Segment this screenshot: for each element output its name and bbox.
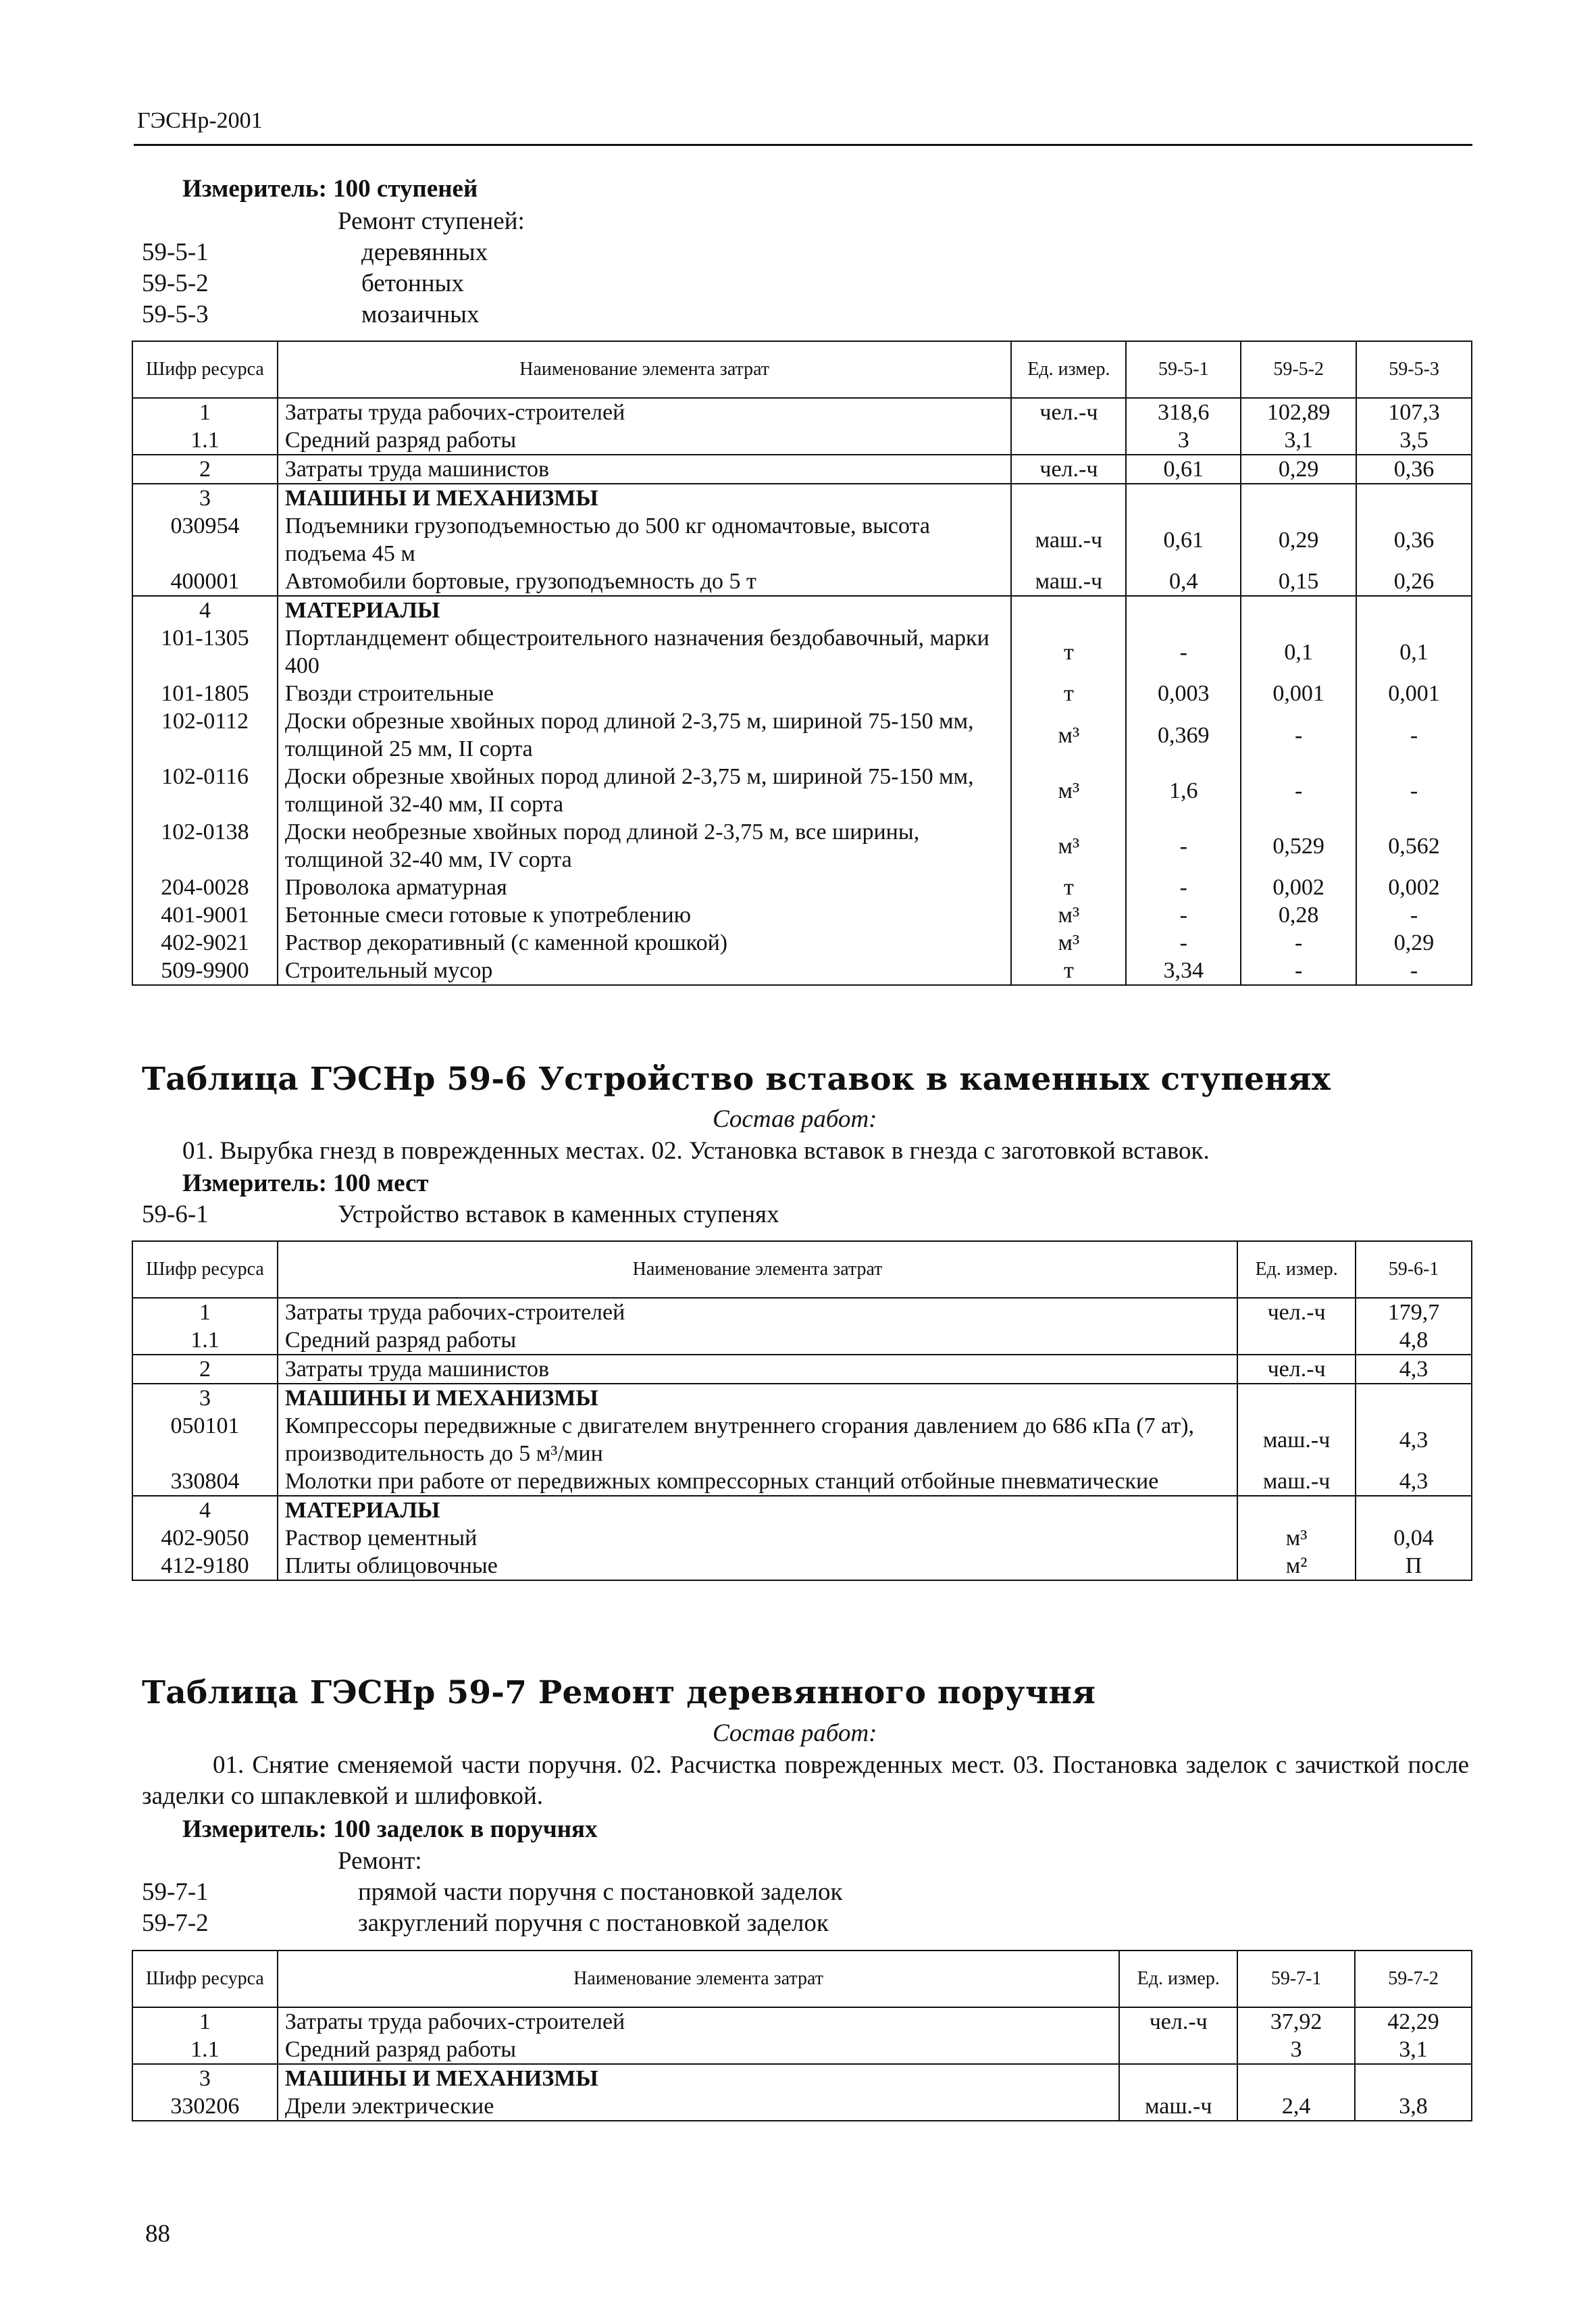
value-cell: 37,92 bbox=[1237, 2007, 1355, 2036]
resource-code-cell: 1.1 bbox=[132, 2036, 278, 2064]
section3-item-label: закруглений поручня с постановкой заделок bbox=[358, 1909, 829, 1937]
resource-code-cell: 330206 bbox=[132, 2092, 278, 2121]
table-row bbox=[132, 455, 1472, 484]
column-header: Шифр ресурса bbox=[132, 1951, 278, 2007]
value-cell: 4,3 bbox=[1356, 1467, 1472, 1496]
value-cell: - bbox=[1126, 624, 1241, 680]
value-cell: 4,3 bbox=[1356, 1355, 1472, 1384]
value-cell: 0,29 bbox=[1241, 455, 1356, 484]
value-cell: 0,61 bbox=[1126, 512, 1241, 568]
value-cell: - bbox=[1126, 929, 1241, 957]
table-row bbox=[132, 1412, 1472, 1467]
unit-cell: маш.-ч bbox=[1237, 1412, 1356, 1467]
value-cell: - bbox=[1241, 707, 1356, 763]
unit-cell: м³ bbox=[1011, 763, 1126, 818]
resource-code-cell: 4 bbox=[132, 596, 278, 624]
value-cell: 107,3 bbox=[1356, 398, 1472, 426]
resource-name-cell: Гвозди строительные bbox=[278, 680, 1012, 707]
table-header-row bbox=[132, 1241, 1472, 1298]
table-row bbox=[132, 398, 1472, 426]
value-cell bbox=[1356, 484, 1472, 512]
value-cell: - bbox=[1126, 901, 1241, 929]
value-cell: 0,4 bbox=[1126, 568, 1241, 596]
column-header: 59-6-1 bbox=[1356, 1241, 1472, 1298]
resource-name-cell: Средний разряд работы bbox=[278, 1326, 1237, 1355]
unit-cell bbox=[1237, 1496, 1356, 1524]
resource-name-cell: Молотки при работе от передвижных компрессорных станций отбойные пневматические bbox=[278, 1467, 1237, 1496]
value-cell: 3,5 bbox=[1356, 426, 1472, 455]
table-row bbox=[132, 1467, 1472, 1496]
unit-cell: м³ bbox=[1011, 901, 1126, 929]
value-cell: 3,8 bbox=[1355, 2092, 1472, 2121]
unit-cell: м² bbox=[1237, 1552, 1356, 1580]
table-row bbox=[132, 1298, 1472, 1326]
value-cell: 3 bbox=[1126, 426, 1241, 455]
resource-code-cell: 3 bbox=[132, 484, 278, 512]
resource-name-cell: МАТЕРИАЛЫ bbox=[278, 1496, 1237, 1524]
unit-cell: м³ bbox=[1011, 929, 1126, 957]
resource-code-cell: 204-0028 bbox=[132, 874, 278, 901]
resource-name-cell: Затраты труда рабочих-строителей bbox=[278, 1298, 1237, 1326]
resource-code-cell: 1.1 bbox=[132, 426, 278, 455]
column-header: Ед. измер. bbox=[1237, 1241, 1356, 1298]
resource-table-59-7 bbox=[132, 1950, 1472, 2121]
column-header: Ед. измер. bbox=[1119, 1951, 1237, 2007]
resource-code-cell: 1 bbox=[132, 2007, 278, 2036]
value-cell: 0,29 bbox=[1356, 929, 1472, 957]
composition-text: 01. Вырубка гнезд в поврежденных местах. 02. Установка вставок в гнезда с заготовкой вставок. bbox=[182, 1137, 1210, 1165]
resource-name-cell: Затраты труда машинистов bbox=[278, 455, 1012, 484]
value-cell: - bbox=[1241, 763, 1356, 818]
value-cell: 0,002 bbox=[1356, 874, 1472, 901]
meter-line-1: Измеритель: 100 ступеней bbox=[182, 175, 478, 203]
table-row bbox=[132, 624, 1472, 680]
table-row bbox=[132, 707, 1472, 763]
composition-label: Состав работ: bbox=[713, 1719, 877, 1747]
unit-cell bbox=[1119, 2064, 1237, 2092]
column-header: 59-5-1 bbox=[1126, 341, 1241, 398]
value-cell bbox=[1355, 2064, 1472, 2092]
value-cell bbox=[1356, 596, 1472, 624]
table-row bbox=[132, 1496, 1472, 1524]
value-cell: - bbox=[1356, 957, 1472, 985]
resource-name-cell: МАШИНЫ И МЕХАНИЗМЫ bbox=[278, 2064, 1119, 2092]
value-cell: 3,1 bbox=[1241, 426, 1356, 455]
value-cell: 0,36 bbox=[1356, 512, 1472, 568]
resource-name-cell: Дрели электрические bbox=[278, 2092, 1119, 2121]
value-cell bbox=[1126, 596, 1241, 624]
resource-name-cell: Раствор декоративный (с каменной крошкой) bbox=[278, 929, 1012, 957]
value-cell: 3,1 bbox=[1355, 2036, 1472, 2064]
unit-cell: м³ bbox=[1011, 707, 1126, 763]
resource-name-cell: Автомобили бортовые, грузоподъемность до 5 т bbox=[278, 568, 1012, 596]
resource-name-cell: Бетонные смеси готовые к употреблению bbox=[278, 901, 1012, 929]
section3-heading: Ремонт: bbox=[338, 1847, 422, 1875]
table-row bbox=[132, 1355, 1472, 1384]
table-row bbox=[132, 2064, 1472, 2092]
unit-cell: м³ bbox=[1011, 818, 1126, 874]
column-header: 59-7-1 bbox=[1237, 1951, 1355, 2007]
resource-name-cell: Средний разряд работы bbox=[278, 426, 1012, 455]
section2-item-code: 59-6-1 bbox=[142, 1201, 209, 1228]
resource-code-cell: 050101 bbox=[132, 1412, 278, 1467]
unit-cell: чел.-ч bbox=[1011, 455, 1126, 484]
column-header: Наименование элемента затрат bbox=[278, 1241, 1237, 1298]
unit-cell bbox=[1237, 1326, 1356, 1355]
resource-name-cell: Плиты облицовочные bbox=[278, 1552, 1237, 1580]
column-header: Шифр ресурса bbox=[132, 341, 278, 398]
unit-cell bbox=[1237, 1384, 1356, 1412]
table-row bbox=[132, 763, 1472, 818]
value-cell: 0,001 bbox=[1356, 680, 1472, 707]
resource-code-cell: 102-0112 bbox=[132, 707, 278, 763]
value-cell: 2,4 bbox=[1237, 2092, 1355, 2121]
resource-name-cell: Затраты труда машинистов bbox=[278, 1355, 1237, 1384]
table-row bbox=[132, 426, 1472, 455]
unit-cell: чел.-ч bbox=[1237, 1298, 1356, 1326]
resource-code-cell: 030954 bbox=[132, 512, 278, 568]
resource-name-cell: Компрессоры передвижные с двигателем внутреннего сгорания давлением до 686 кПа (7 ат), производительность до 5 м³/мин bbox=[278, 1412, 1237, 1467]
value-cell: - bbox=[1241, 929, 1356, 957]
value-cell: 0,04 bbox=[1356, 1524, 1472, 1552]
block1-item-label: деревянных bbox=[361, 238, 488, 266]
unit-cell: т bbox=[1011, 680, 1126, 707]
unit-cell: маш.-ч bbox=[1011, 512, 1126, 568]
value-cell: 102,89 bbox=[1241, 398, 1356, 426]
value-cell: 0,61 bbox=[1126, 455, 1241, 484]
value-cell: 0,001 bbox=[1241, 680, 1356, 707]
column-header: 59-5-2 bbox=[1241, 341, 1356, 398]
value-cell: 0,369 bbox=[1126, 707, 1241, 763]
table-row bbox=[132, 1384, 1472, 1412]
resource-code-cell: 509-9900 bbox=[132, 957, 278, 985]
table-row bbox=[132, 2007, 1472, 2036]
value-cell bbox=[1237, 2064, 1355, 2092]
resource-code-cell: 101-1805 bbox=[132, 680, 278, 707]
resource-name-cell: Проволока арматурная bbox=[278, 874, 1012, 901]
resource-name-cell: Портландцемент общестроительного назначения бездобавочный, марки 400 bbox=[278, 624, 1012, 680]
running-header: ГЭСНр-2001 bbox=[137, 108, 263, 133]
value-cell bbox=[1356, 1496, 1472, 1524]
value-cell bbox=[1241, 484, 1356, 512]
section3-item-label: прямой части поручня с постановкой заделок bbox=[358, 1878, 843, 1906]
value-cell: 0,28 bbox=[1241, 901, 1356, 929]
value-cell: 3 bbox=[1237, 2036, 1355, 2064]
unit-cell: чел.-ч bbox=[1011, 398, 1126, 426]
unit-cell: маш.-ч bbox=[1011, 568, 1126, 596]
resource-code-cell: 402-9021 bbox=[132, 929, 278, 957]
section2-item-label: Устройство вставок в каменных ступенях bbox=[338, 1201, 779, 1228]
value-cell: 179,7 bbox=[1356, 1298, 1472, 1326]
composition-label: Состав работ: bbox=[713, 1105, 877, 1133]
resource-name-cell: Доски обрезные хвойных пород длиной 2-3,75 м, шириной 75-150 мм, толщиной 25 мм, II сорта bbox=[278, 707, 1012, 763]
resource-code-cell: 412-9180 bbox=[132, 1552, 278, 1580]
value-cell: П bbox=[1356, 1552, 1472, 1580]
section-title-59-6: Таблица ГЭСНр 59-6 Устройство вставок в каменных ступенях bbox=[142, 1061, 1331, 1098]
column-header: Наименование элемента затрат bbox=[278, 1951, 1119, 2007]
resource-code-cell: 102-0116 bbox=[132, 763, 278, 818]
table-row bbox=[132, 680, 1472, 707]
value-cell: 0,26 bbox=[1356, 568, 1472, 596]
value-cell: - bbox=[1356, 707, 1472, 763]
value-cell: 3,34 bbox=[1126, 957, 1241, 985]
header-rule bbox=[134, 144, 1472, 146]
value-cell: 0,15 bbox=[1241, 568, 1356, 596]
table-row bbox=[132, 484, 1472, 512]
value-cell: 0,002 bbox=[1241, 874, 1356, 901]
resource-name-cell: Раствор цементный bbox=[278, 1524, 1237, 1552]
resource-code-cell: 401-9001 bbox=[132, 901, 278, 929]
resource-code-cell: 4 bbox=[132, 1496, 278, 1524]
value-cell: 1,6 bbox=[1126, 763, 1241, 818]
table-row bbox=[132, 901, 1472, 929]
table-row bbox=[132, 957, 1472, 985]
value-cell: 0,1 bbox=[1356, 624, 1472, 680]
value-cell: 318,6 bbox=[1126, 398, 1241, 426]
resource-name-cell: Затраты труда рабочих-строителей bbox=[278, 2007, 1119, 2036]
section-title-59-7: Таблица ГЭСНр 59-7 Ремонт деревянного поручня bbox=[142, 1674, 1096, 1711]
unit-cell: т bbox=[1011, 624, 1126, 680]
unit-cell: т bbox=[1011, 957, 1126, 985]
block1-item-label: бетонных bbox=[361, 270, 464, 297]
unit-cell: маш.-ч bbox=[1119, 2092, 1237, 2121]
meter-line-3: Измеритель: 100 заделок в поручнях bbox=[182, 1815, 598, 1843]
column-header: Шифр ресурса bbox=[132, 1241, 278, 1298]
block1-heading: Ремонт ступеней: bbox=[338, 207, 525, 235]
resource-name-cell: Доски обрезные хвойных пород длиной 2-3,75 м, шириной 75-150 мм, толщиной 32-40 мм, II сорта bbox=[278, 763, 1012, 818]
resource-table-59-6 bbox=[132, 1240, 1472, 1581]
resource-name-cell: МАШИНЫ И МЕХАНИЗМЫ bbox=[278, 484, 1012, 512]
value-cell: 4,8 bbox=[1356, 1326, 1472, 1355]
resource-table-59-5 bbox=[132, 341, 1472, 986]
value-cell bbox=[1241, 596, 1356, 624]
value-cell: - bbox=[1126, 874, 1241, 901]
table-row bbox=[132, 929, 1472, 957]
resource-name-cell: Строительный мусор bbox=[278, 957, 1012, 985]
table-row bbox=[132, 512, 1472, 568]
section3-item-code: 59-7-1 bbox=[142, 1878, 209, 1906]
column-header: Ед. измер. bbox=[1011, 341, 1126, 398]
resource-code-cell: 400001 bbox=[132, 568, 278, 596]
value-cell bbox=[1126, 484, 1241, 512]
table-row bbox=[132, 1552, 1472, 1580]
value-cell: 42,29 bbox=[1355, 2007, 1472, 2036]
resource-code-cell: 1 bbox=[132, 398, 278, 426]
resource-code-cell: 330804 bbox=[132, 1467, 278, 1496]
unit-cell bbox=[1011, 596, 1126, 624]
value-cell: 0,562 bbox=[1356, 818, 1472, 874]
value-cell: 0,529 bbox=[1241, 818, 1356, 874]
table-header-row bbox=[132, 1951, 1472, 2007]
block1-item-code: 59-5-2 bbox=[142, 270, 209, 297]
resource-code-cell: 3 bbox=[132, 1384, 278, 1412]
value-cell: - bbox=[1356, 901, 1472, 929]
resource-name-cell: Затраты труда рабочих-строителей bbox=[278, 398, 1012, 426]
resource-name-cell: Доски необрезные хвойных пород длиной 2-3,75 м, все ширины, толщиной 32-40 мм, IV сорта bbox=[278, 818, 1012, 874]
value-cell: 0,29 bbox=[1241, 512, 1356, 568]
unit-cell: маш.-ч bbox=[1237, 1467, 1356, 1496]
resource-code-cell: 402-9050 bbox=[132, 1524, 278, 1552]
block1-item-label: мозаичных bbox=[361, 301, 480, 328]
value-cell: - bbox=[1241, 957, 1356, 985]
value-cell: - bbox=[1126, 818, 1241, 874]
resource-name-cell: Подъемники грузоподъемностью до 500 кг одномачтовые, высота подъема 45 м bbox=[278, 512, 1012, 568]
resource-code-cell: 2 bbox=[132, 455, 278, 484]
table-row bbox=[132, 596, 1472, 624]
value-cell: 0,003 bbox=[1126, 680, 1241, 707]
block1-item-code: 59-5-3 bbox=[142, 301, 209, 328]
table-row bbox=[132, 874, 1472, 901]
unit-cell bbox=[1011, 484, 1126, 512]
composition-text: 01. Снятие сменяемой части поручня. 02. Расчистка поврежденных мест. 03. Постановка заделок с зачисткой после заделки со шпаклевкой и шлифовкой. bbox=[142, 1751, 1469, 1810]
table-header-row bbox=[132, 341, 1472, 398]
unit-cell bbox=[1119, 2036, 1237, 2064]
unit-cell: т bbox=[1011, 874, 1126, 901]
value-cell: 4,3 bbox=[1356, 1412, 1472, 1467]
unit-cell: чел.-ч bbox=[1237, 1355, 1356, 1384]
resource-code-cell: 3 bbox=[132, 2064, 278, 2092]
table-row bbox=[132, 568, 1472, 596]
column-header: 59-7-2 bbox=[1355, 1951, 1472, 2007]
value-cell: 0,36 bbox=[1356, 455, 1472, 484]
table-row bbox=[132, 2036, 1472, 2064]
resource-code-cell: 2 bbox=[132, 1355, 278, 1384]
column-header: Наименование элемента затрат bbox=[278, 341, 1012, 398]
resource-name-cell: Средний разряд работы bbox=[278, 2036, 1119, 2064]
resource-code-cell: 101-1305 bbox=[132, 624, 278, 680]
table-row bbox=[132, 818, 1472, 874]
unit-cell: чел.-ч bbox=[1119, 2007, 1237, 2036]
resource-code-cell: 1 bbox=[132, 1298, 278, 1326]
resource-name-cell: МАТЕРИАЛЫ bbox=[278, 596, 1012, 624]
page-number: 88 bbox=[145, 2220, 170, 2248]
table-row bbox=[132, 1326, 1472, 1355]
resource-code-cell: 102-0138 bbox=[132, 818, 278, 874]
table-row bbox=[132, 2092, 1472, 2121]
value-cell bbox=[1356, 1384, 1472, 1412]
value-cell: 0,1 bbox=[1241, 624, 1356, 680]
unit-cell bbox=[1011, 426, 1126, 455]
column-header: 59-5-3 bbox=[1356, 341, 1472, 398]
resource-name-cell: МАШИНЫ И МЕХАНИЗМЫ bbox=[278, 1384, 1237, 1412]
resource-code-cell: 1.1 bbox=[132, 1326, 278, 1355]
meter-line-2: Измеритель: 100 мест bbox=[182, 1169, 429, 1197]
unit-cell: м³ bbox=[1237, 1524, 1356, 1552]
section3-item-code: 59-7-2 bbox=[142, 1909, 209, 1937]
value-cell: - bbox=[1356, 763, 1472, 818]
table-row bbox=[132, 1524, 1472, 1552]
block1-item-code: 59-5-1 bbox=[142, 238, 209, 266]
